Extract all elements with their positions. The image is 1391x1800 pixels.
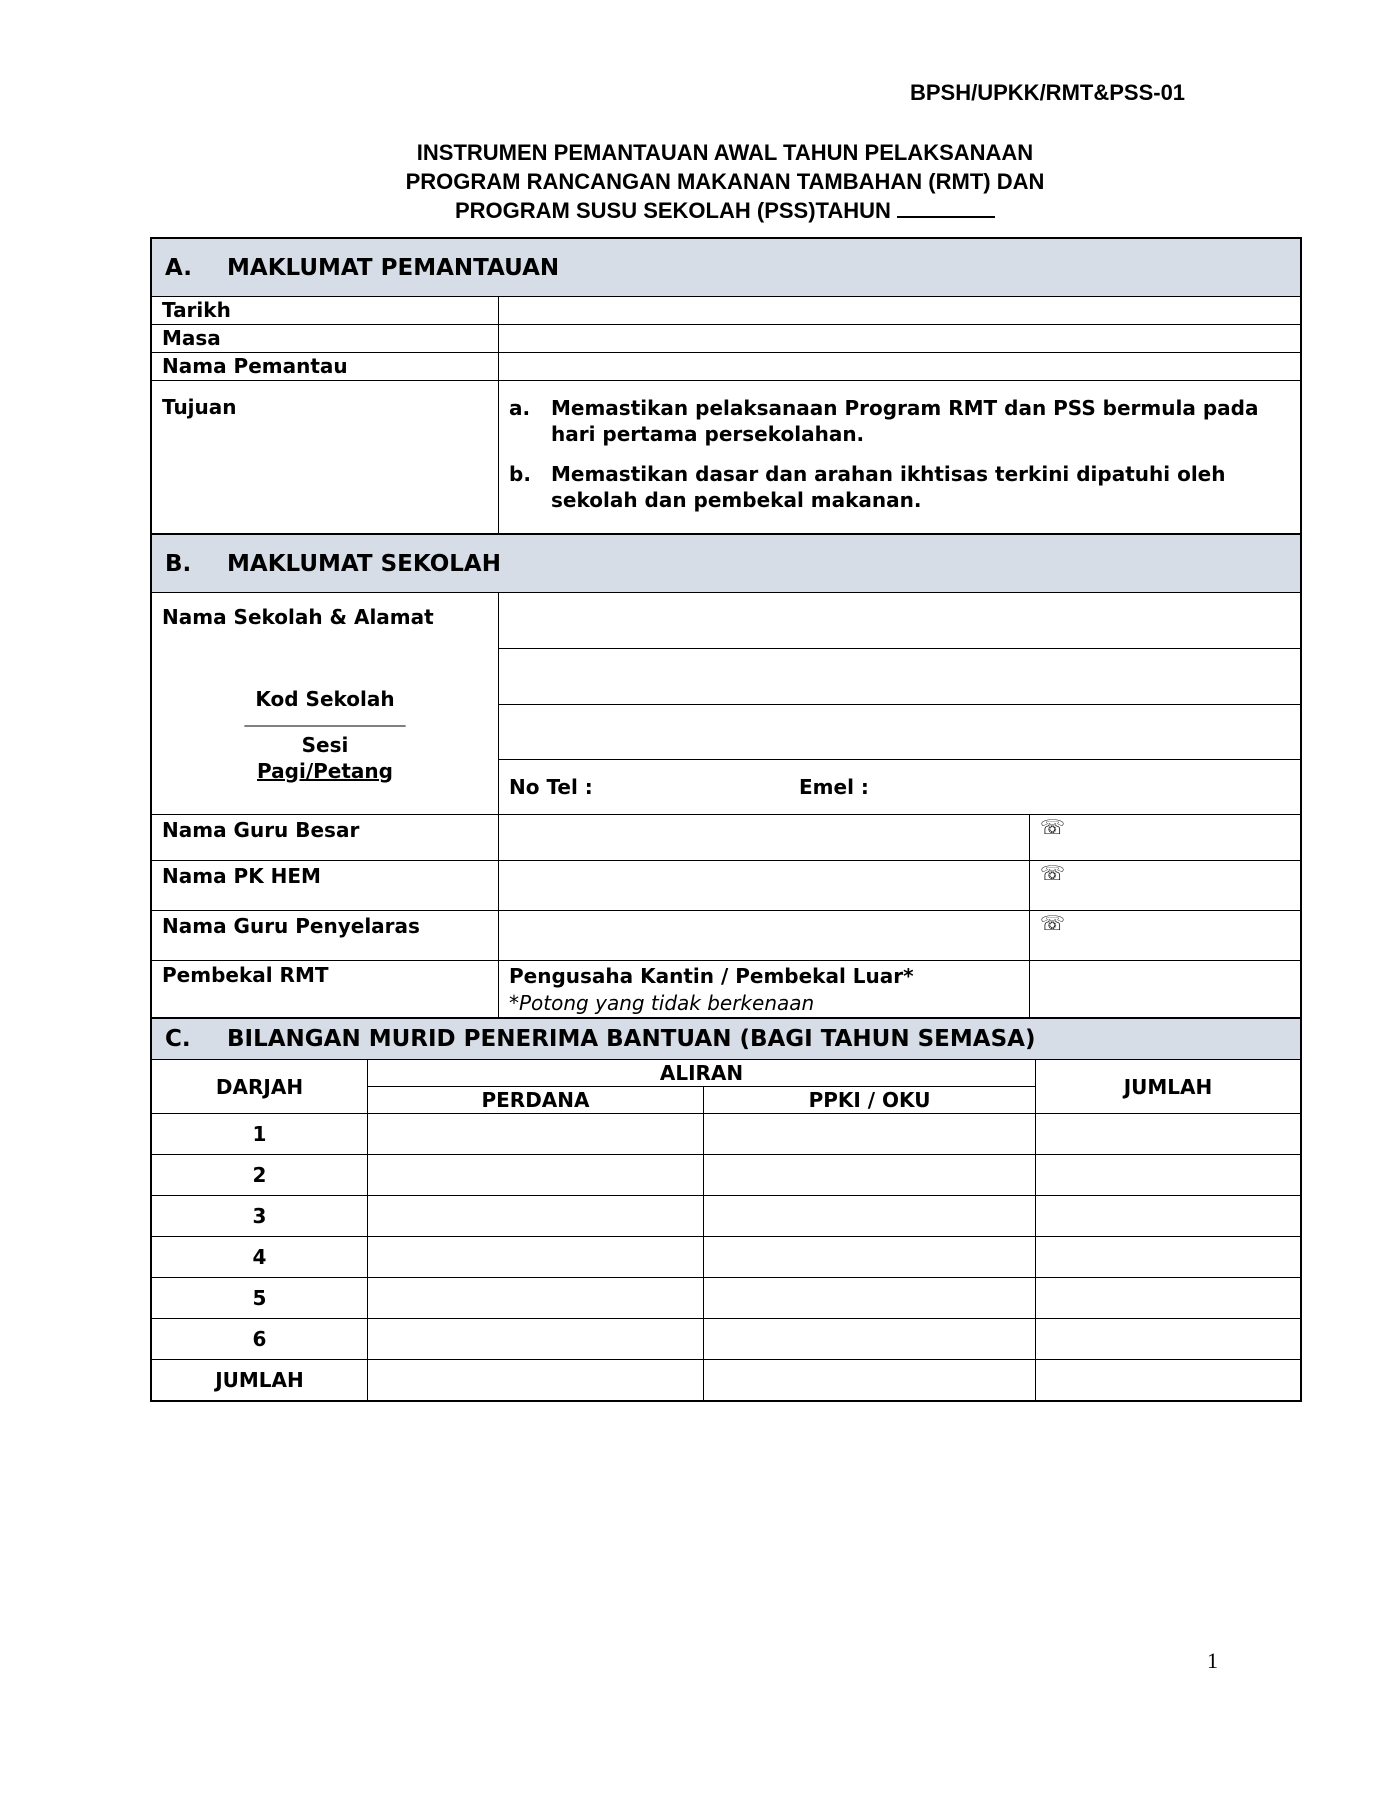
title-line-1: INSTRUMEN PEMANTAUAN AWAL TAHUN PELAKSANAAN [416, 140, 1034, 165]
form-title [150, 138, 1300, 225]
section-a-table [151, 238, 1301, 534]
cell-jumlah[interactable] [1036, 1237, 1301, 1278]
field-nama-pemantau[interactable] [499, 353, 1301, 381]
section-c-number: C. [165, 1026, 191, 1052]
section-a-heading: MAKLUMAT PEMANTAUAN [227, 254, 560, 281]
cell-ppki-oku[interactable] [704, 1114, 1036, 1155]
field-nama-guru-penyelaras[interactable] [499, 911, 1030, 961]
cell-ppki-oku[interactable] [704, 1196, 1036, 1237]
cell-jumlah[interactable] [1036, 1360, 1301, 1401]
sesi-options[interactable]: Pagi/Petang [257, 759, 393, 783]
phone-icon: ☏ [1040, 861, 1066, 885]
table-row [152, 1319, 1301, 1360]
label-pembekal-rmt: Pembekal RMT [152, 961, 499, 1018]
pembekal-options: Pengusaha Kantin / Pembekal Luar* [509, 964, 914, 988]
label-masa: Masa [152, 325, 499, 353]
cell-jumlah[interactable] [1036, 1155, 1301, 1196]
label-tujuan: Tujuan [152, 381, 499, 534]
field-alamat-line-2[interactable] [499, 649, 1301, 705]
cell-perdana[interactable] [368, 1155, 704, 1196]
label-nama-pk-hem: Nama PK HEM [152, 861, 499, 911]
tujuan-item-a [509, 395, 1290, 447]
cell-perdana[interactable] [368, 1237, 704, 1278]
row-label: 6 [152, 1319, 368, 1360]
section-c-heading: BILANGAN MURID PENERIMA BANTUAN (BAGI TAHUN SEMASA) [227, 1026, 1036, 1052]
phone-guru-penyelaras[interactable] [1030, 911, 1301, 961]
tujuan-text-a: Memastikan pelaksanaan Program RMT dan PSS bermula pada hari pertama persekolahan. [551, 396, 1259, 446]
year-blank-field[interactable] [897, 196, 995, 218]
row-label: 2 [152, 1155, 368, 1196]
table-row [152, 1155, 1301, 1196]
section-a-header [152, 239, 1301, 297]
table-row [152, 1237, 1301, 1278]
tujuan-letter-b: b. [509, 462, 531, 486]
label-nama-pemantau: Nama Pemantau [152, 353, 499, 381]
col-header-ppki-oku: PPKI / OKU [704, 1087, 1036, 1114]
label-tarikh: Tarikh [152, 297, 499, 325]
section-b-number: B. [165, 550, 192, 577]
table-row [152, 1114, 1301, 1155]
field-tarikh[interactable] [499, 297, 1301, 325]
label-nama-guru-penyelaras: Nama Guru Penyelaras [152, 911, 499, 961]
label-emel: Emel : [799, 775, 869, 799]
kod-sekolah-blank[interactable]: _______________________ [244, 711, 406, 727]
pembekal-note: *Potong yang tidak berkenaan [509, 991, 815, 1015]
table-row [152, 1196, 1301, 1237]
cell-ppki-oku[interactable] [704, 1155, 1036, 1196]
field-masa[interactable] [499, 325, 1301, 353]
col-header-perdana: PERDANA [368, 1087, 704, 1114]
section-c-table [151, 1018, 1301, 1401]
row-label: JUMLAH [152, 1360, 368, 1401]
label-kod-sekolah: Kod Sekolah [255, 687, 395, 711]
cell-jumlah[interactable] [1036, 1319, 1301, 1360]
table-row [152, 1360, 1301, 1401]
cell-perdana[interactable] [368, 1114, 704, 1155]
section-b-header [152, 535, 1301, 593]
title-line-3 [150, 196, 1300, 225]
tujuan-item-b [509, 461, 1290, 513]
document-reference: BPSH/UPKK/RMT&PSS-01 [910, 80, 1186, 105]
title-line-3-text: PROGRAM SUSU SEKOLAH (PSS)TAHUN [454, 198, 891, 223]
row-label: 1 [152, 1114, 368, 1155]
section-c-header [152, 1019, 1301, 1060]
cell-ppki-oku[interactable] [704, 1237, 1036, 1278]
tujuan-letter-a: a. [509, 396, 531, 420]
field-alamat-line-1[interactable] [499, 593, 1301, 649]
col-header-darjah: DARJAH [152, 1060, 368, 1114]
tujuan-content [499, 381, 1301, 534]
section-a-number: A. [165, 254, 192, 281]
col-header-jumlah: JUMLAH [1036, 1060, 1301, 1114]
cell-perdana[interactable] [368, 1319, 704, 1360]
field-pembekal-extra[interactable] [1030, 961, 1301, 1018]
field-alamat-line-3[interactable] [499, 705, 1301, 760]
cell-perdana[interactable] [368, 1278, 704, 1319]
row-label: 4 [152, 1237, 368, 1278]
cell-jumlah[interactable] [1036, 1196, 1301, 1237]
phone-pk-hem[interactable] [1030, 861, 1301, 911]
table-row [152, 1278, 1301, 1319]
cell-perdana[interactable] [368, 1360, 704, 1401]
cell-ppki-oku[interactable] [704, 1319, 1036, 1360]
section-b-table [151, 534, 1301, 1018]
cell-ppki-oku[interactable] [704, 1278, 1036, 1319]
row-label: 3 [152, 1196, 368, 1237]
row-label: 5 [152, 1278, 368, 1319]
phone-guru-besar[interactable] [1030, 815, 1301, 861]
school-info-labels [152, 593, 499, 815]
title-line-2: PROGRAM RANCANGAN MAKANAN TAMBAHAN (RMT) DAN [405, 169, 1045, 194]
col-header-aliran: ALIRAN [368, 1060, 1036, 1087]
field-nama-pk-hem[interactable] [499, 861, 1030, 911]
form-frame [150, 237, 1302, 1402]
tujuan-text-b: Memastikan dasar dan arahan ikhtisas terkini dipatuhi oleh sekolah dan pembekal makanan. [551, 462, 1226, 512]
contact-row [499, 760, 1301, 815]
pembekal-options-cell[interactable] [499, 961, 1030, 1018]
label-nama-guru-besar: Nama Guru Besar [152, 815, 499, 861]
phone-icon: ☏ [1040, 815, 1066, 839]
label-no-tel: No Tel : [509, 775, 593, 799]
cell-ppki-oku[interactable] [704, 1360, 1036, 1401]
cell-jumlah[interactable] [1036, 1278, 1301, 1319]
cell-jumlah[interactable] [1036, 1114, 1301, 1155]
page-number: 1 [1207, 1648, 1218, 1673]
label-nama-sekolah: Nama Sekolah & Alamat [162, 605, 434, 629]
phone-icon: ☏ [1040, 911, 1066, 935]
field-nama-guru-besar[interactable] [499, 815, 1030, 861]
cell-perdana[interactable] [368, 1196, 704, 1237]
section-b-heading: MAKLUMAT SEKOLAH [227, 550, 501, 577]
label-sesi: Sesi [301, 733, 349, 757]
